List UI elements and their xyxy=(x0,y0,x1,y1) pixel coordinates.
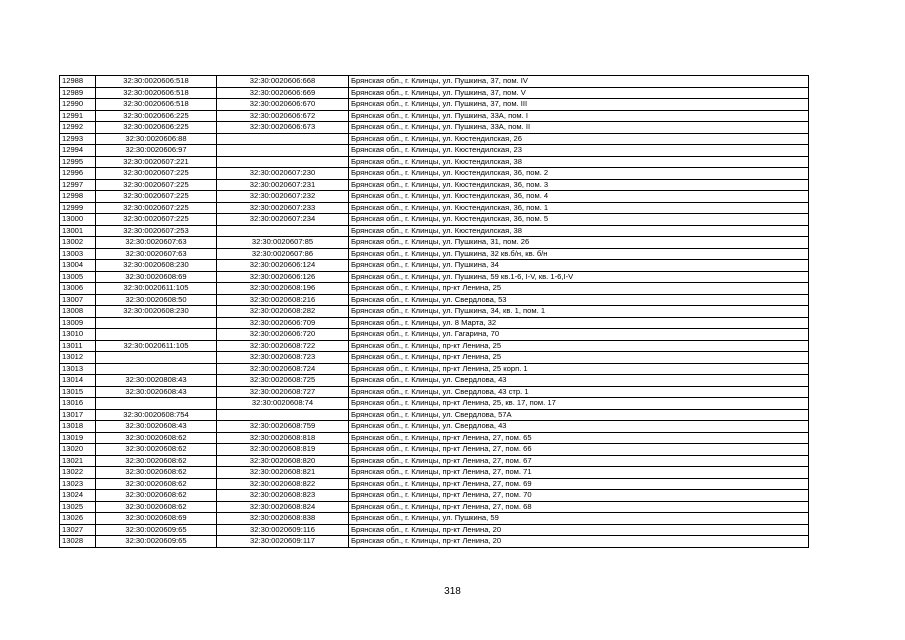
address-cell: Брянская обл., г. Клинцы, ул. Кюстендилская, 36, пом. 4 xyxy=(349,191,809,203)
table-row xyxy=(60,421,809,433)
row-number-cell: 13000 xyxy=(60,214,96,226)
cadastral-number-cell: 32:30:0020608:725 xyxy=(217,375,349,387)
table-row xyxy=(60,467,809,479)
table-row xyxy=(60,214,809,226)
parent-cadastral-number-cell: 32:30:0020608:230 xyxy=(96,260,217,272)
table-row xyxy=(60,271,809,283)
row-number-cell: 12995 xyxy=(60,156,96,168)
cadastral-number-cell xyxy=(217,409,349,421)
parent-cadastral-number-cell: 32:30:0020606:518 xyxy=(96,87,217,99)
table-row xyxy=(60,329,809,341)
table-row xyxy=(60,444,809,456)
cadastral-number-cell: 32:30:0020606:669 xyxy=(217,87,349,99)
table-row xyxy=(60,260,809,272)
row-number-cell: 13015 xyxy=(60,386,96,398)
parent-cadastral-number-cell: 32:30:0020606:518 xyxy=(96,99,217,111)
cadastral-number-cell xyxy=(217,145,349,157)
address-cell: Брянская обл., г. Клинцы, пр-кт Ленина, 25, кв. 17, пом. 17 xyxy=(349,398,809,410)
table-row xyxy=(60,145,809,157)
parent-cadastral-number-cell xyxy=(96,352,217,364)
address-cell: Брянская обл., г. Клинцы, ул. Кюстендилская, 36, пом. 2 xyxy=(349,168,809,180)
address-cell: Брянская обл., г. Клинцы, пр-кт Ленина, 27, пом. 66 xyxy=(349,444,809,456)
row-number-cell: 13005 xyxy=(60,271,96,283)
cadastral-number-cell: 32:30:0020606:672 xyxy=(217,110,349,122)
address-cell: Брянская обл., г. Клинцы, ул. Свердлова, 53 xyxy=(349,294,809,306)
parent-cadastral-number-cell xyxy=(96,398,217,410)
address-cell: Брянская обл., г. Клинцы, пр-кт Ленина, 27, пом. 67 xyxy=(349,455,809,467)
parent-cadastral-number-cell: 32:30:0020607:253 xyxy=(96,225,217,237)
row-number-cell: 13021 xyxy=(60,455,96,467)
row-number-cell: 13006 xyxy=(60,283,96,295)
cadastral-number-cell: 32:30:0020608:196 xyxy=(217,283,349,295)
row-number-cell: 12988 xyxy=(60,76,96,88)
row-number-cell: 13011 xyxy=(60,340,96,352)
parent-cadastral-number-cell: 32:30:0020608:62 xyxy=(96,478,217,490)
table-row xyxy=(60,306,809,318)
parent-cadastral-number-cell: 32:30:0020606:225 xyxy=(96,122,217,134)
table-row xyxy=(60,352,809,364)
cadastral-number-cell: 32:30:0020607:231 xyxy=(217,179,349,191)
address-cell: Брянская обл., г. Клинцы, ул. Кюстендилская, 23 xyxy=(349,145,809,157)
table-row xyxy=(60,375,809,387)
table-row xyxy=(60,237,809,249)
row-number-cell: 12994 xyxy=(60,145,96,157)
parent-cadastral-number-cell: 32:30:0020608:62 xyxy=(96,490,217,502)
cadastral-number-cell: 32:30:0020606:673 xyxy=(217,122,349,134)
address-cell: Брянская обл., г. Клинцы, ул. Пушкина, 59 кв.1-6, I-V, кв. 1-6,I-V xyxy=(349,271,809,283)
row-number-cell: 12991 xyxy=(60,110,96,122)
cadastral-number-cell: 32:30:0020608:74 xyxy=(217,398,349,410)
table-row xyxy=(60,478,809,490)
table-row xyxy=(60,386,809,398)
address-cell: Брянская обл., г. Клинцы, пр-кт Ленина, 25 корп. 1 xyxy=(349,363,809,375)
row-number-cell: 12992 xyxy=(60,122,96,134)
cadastral-number-cell: 32:30:0020609:116 xyxy=(217,524,349,536)
cadastral-number-cell: 32:30:0020608:727 xyxy=(217,386,349,398)
cadastral-number-cell: 32:30:0020608:722 xyxy=(217,340,349,352)
address-cell: Брянская обл., г. Клинцы, ул. Пушкина, 37, пом. IV xyxy=(349,76,809,88)
row-number-cell: 12997 xyxy=(60,179,96,191)
parent-cadastral-number-cell: 32:30:0020611:105 xyxy=(96,283,217,295)
row-number-cell: 12993 xyxy=(60,133,96,145)
table-row xyxy=(60,490,809,502)
row-number-cell: 13026 xyxy=(60,513,96,525)
parent-cadastral-number-cell: 32:30:0020609:65 xyxy=(96,524,217,536)
row-number-cell: 13024 xyxy=(60,490,96,502)
cadastral-number-cell: 32:30:0020608:822 xyxy=(217,478,349,490)
row-number-cell: 13028 xyxy=(60,536,96,548)
row-number-cell: 12989 xyxy=(60,87,96,99)
address-cell: Брянская обл., г. Клинцы, ул. Пушкина, 34, кв. 1, пом. 1 xyxy=(349,306,809,318)
table-row xyxy=(60,225,809,237)
table-body xyxy=(60,76,809,548)
parent-cadastral-number-cell: 32:30:0020608:62 xyxy=(96,432,217,444)
cadastral-number-cell: 32:30:0020608:818 xyxy=(217,432,349,444)
table-row xyxy=(60,156,809,168)
address-cell: Брянская обл., г. Клинцы, ул. Свердлова, 43 xyxy=(349,375,809,387)
cadastral-number-cell xyxy=(217,133,349,145)
table-row xyxy=(60,409,809,421)
address-cell: Брянская обл., г. Клинцы, ул. Кюстендилская, 38 xyxy=(349,225,809,237)
parent-cadastral-number-cell: 32:30:0020607:225 xyxy=(96,191,217,203)
address-cell: Брянская обл., г. Клинцы, ул. Пушкина, 34 xyxy=(349,260,809,272)
table-row xyxy=(60,87,809,99)
parent-cadastral-number-cell: 32:30:0020608:754 xyxy=(96,409,217,421)
row-number-cell: 13016 xyxy=(60,398,96,410)
parent-cadastral-number-cell: 32:30:0020608:62 xyxy=(96,467,217,479)
cadastral-number-cell: 32:30:0020607:85 xyxy=(217,237,349,249)
table-row xyxy=(60,455,809,467)
address-cell: Брянская обл., г. Клинцы, ул. Гагарина, 70 xyxy=(349,329,809,341)
parent-cadastral-number-cell: 32:30:0020607:225 xyxy=(96,202,217,214)
row-number-cell: 13023 xyxy=(60,478,96,490)
table-row xyxy=(60,294,809,306)
cadastral-number-cell: 32:30:0020606:126 xyxy=(217,271,349,283)
parent-cadastral-number-cell: 32:30:0020607:63 xyxy=(96,237,217,249)
row-number-cell: 12996 xyxy=(60,168,96,180)
row-number-cell: 13007 xyxy=(60,294,96,306)
parent-cadastral-number-cell: 32:30:0020607:225 xyxy=(96,214,217,226)
table-row xyxy=(60,317,809,329)
parent-cadastral-number-cell: 32:30:0020608:43 xyxy=(96,386,217,398)
table-row xyxy=(60,122,809,134)
table-row xyxy=(60,99,809,111)
address-cell: Брянская обл., г. Клинцы, пр-кт Ленина, 27, пом. 69 xyxy=(349,478,809,490)
cadastral-number-cell: 32:30:0020607:232 xyxy=(217,191,349,203)
row-number-cell: 13025 xyxy=(60,501,96,513)
table-row xyxy=(60,76,809,88)
parent-cadastral-number-cell: 32:30:0020607:221 xyxy=(96,156,217,168)
parent-cadastral-number-cell: 32:30:0020606:88 xyxy=(96,133,217,145)
row-number-cell: 12999 xyxy=(60,202,96,214)
parent-cadastral-number-cell: 32:30:0020607:63 xyxy=(96,248,217,260)
parent-cadastral-number-cell: 32:30:0020608:62 xyxy=(96,444,217,456)
address-cell: Брянская обл., г. Клинцы, ул. Кюстендилская, 38 xyxy=(349,156,809,168)
cadastral-number-cell: 32:30:0020608:282 xyxy=(217,306,349,318)
table-row xyxy=(60,432,809,444)
address-cell: Брянская обл., г. Клинцы, пр-кт Ленина, 27, пом. 70 xyxy=(349,490,809,502)
row-number-cell: 13014 xyxy=(60,375,96,387)
cadastral-table xyxy=(59,75,809,548)
table-row xyxy=(60,283,809,295)
cadastral-number-cell: 32:30:0020608:821 xyxy=(217,467,349,479)
row-number-cell: 13022 xyxy=(60,467,96,479)
parent-cadastral-number-cell: 32:30:0020608:62 xyxy=(96,501,217,513)
row-number-cell: 13018 xyxy=(60,421,96,433)
address-cell: Брянская обл., г. Клинцы, пр-кт Ленина, 25 xyxy=(349,283,809,295)
address-cell: Брянская обл., г. Клинцы, пр-кт Ленина, 27, пом. 68 xyxy=(349,501,809,513)
row-number-cell: 13001 xyxy=(60,225,96,237)
row-number-cell: 13002 xyxy=(60,237,96,249)
cadastral-number-cell: 32:30:0020608:824 xyxy=(217,501,349,513)
cadastral-number-cell: 32:30:0020606:124 xyxy=(217,260,349,272)
table-row xyxy=(60,168,809,180)
table-row xyxy=(60,501,809,513)
cadastral-number-cell: 32:30:0020608:823 xyxy=(217,490,349,502)
address-cell: Брянская обл., г. Клинцы, пр-кт Ленина, 20 xyxy=(349,524,809,536)
row-number-cell: 13010 xyxy=(60,329,96,341)
cadastral-number-cell: 32:30:0020606:720 xyxy=(217,329,349,341)
parent-cadastral-number-cell: 32:30:0020608:69 xyxy=(96,271,217,283)
cadastral-number-cell: 32:30:0020608:723 xyxy=(217,352,349,364)
address-cell: Брянская обл., г. Клинцы, ул. Пушкина, 31, пом. 26 xyxy=(349,237,809,249)
address-cell: Брянская обл., г. Клинцы, пр-кт Ленина, 25 xyxy=(349,340,809,352)
parent-cadastral-number-cell: 32:30:0020609:65 xyxy=(96,536,217,548)
row-number-cell: 13017 xyxy=(60,409,96,421)
address-cell: Брянская обл., г. Клинцы, ул. Пушкина, 59 xyxy=(349,513,809,525)
address-cell: Брянская обл., г. Клинцы, ул. Свердлова, 43 стр. 1 xyxy=(349,386,809,398)
address-cell: Брянская обл., г. Клинцы, ул. Пушкина, 33А, пом. II xyxy=(349,122,809,134)
address-cell: Брянская обл., г. Клинцы, ул. Пушкина, 37, пом. III xyxy=(349,99,809,111)
parent-cadastral-number-cell: 32:30:0020606:97 xyxy=(96,145,217,157)
cadastral-number-cell: 32:30:0020609:117 xyxy=(217,536,349,548)
table-row xyxy=(60,536,809,548)
cadastral-number-cell: 32:30:0020607:233 xyxy=(217,202,349,214)
parent-cadastral-number-cell: 32:30:0020606:225 xyxy=(96,110,217,122)
cadastral-number-cell: 32:30:0020606:668 xyxy=(217,76,349,88)
row-number-cell: 13020 xyxy=(60,444,96,456)
parent-cadastral-number-cell: 32:30:0020611:105 xyxy=(96,340,217,352)
page-number: 318 xyxy=(444,586,461,597)
parent-cadastral-number-cell xyxy=(96,317,217,329)
cadastral-number-cell xyxy=(217,156,349,168)
row-number-cell: 13013 xyxy=(60,363,96,375)
address-cell: Брянская обл., г. Клинцы, ул. Кюстендилская, 36, пом. 1 xyxy=(349,202,809,214)
parent-cadastral-number-cell xyxy=(96,363,217,375)
cadastral-number-cell: 32:30:0020608:724 xyxy=(217,363,349,375)
table-row xyxy=(60,340,809,352)
address-cell: Брянская обл., г. Клинцы, ул. Кюстендилская, 36, пом. 3 xyxy=(349,179,809,191)
table-row xyxy=(60,110,809,122)
row-number-cell: 13027 xyxy=(60,524,96,536)
row-number-cell: 12990 xyxy=(60,99,96,111)
parent-cadastral-number-cell: 32:30:0020608:62 xyxy=(96,455,217,467)
address-cell: Брянская обл., г. Клинцы, ул. 8 Марта, 32 xyxy=(349,317,809,329)
parent-cadastral-number-cell xyxy=(96,329,217,341)
parent-cadastral-number-cell: 32:30:0020608:43 xyxy=(96,421,217,433)
parent-cadastral-number-cell: 32:30:0020608:230 xyxy=(96,306,217,318)
table-row xyxy=(60,524,809,536)
row-number-cell: 12998 xyxy=(60,191,96,203)
parent-cadastral-number-cell: 32:30:0020808:43 xyxy=(96,375,217,387)
address-cell: Брянская обл., г. Клинцы, ул. Кюстендилская, 26 xyxy=(349,133,809,145)
table-row xyxy=(60,248,809,260)
row-number-cell: 13009 xyxy=(60,317,96,329)
address-cell: Брянская обл., г. Клинцы, пр-кт Ленина, 25 xyxy=(349,352,809,364)
address-cell: Брянская обл., г. Клинцы, пр-кт Ленина, 27, пом. 71 xyxy=(349,467,809,479)
table-row xyxy=(60,202,809,214)
cadastral-number-cell: 32:30:0020608:216 xyxy=(217,294,349,306)
table-row xyxy=(60,179,809,191)
address-cell: Брянская обл., г. Клинцы, пр-кт Ленина, 20 xyxy=(349,536,809,548)
address-cell: Брянская обл., г. Клинцы, ул. Пушкина, 37, пом. V xyxy=(349,87,809,99)
cadastral-number-cell: 32:30:0020608:820 xyxy=(217,455,349,467)
row-number-cell: 13019 xyxy=(60,432,96,444)
address-cell: Брянская обл., г. Клинцы, ул. Пушкина, 32 кв.б/н, кв. б/н xyxy=(349,248,809,260)
table-row xyxy=(60,191,809,203)
cadastral-number-cell: 32:30:0020607:86 xyxy=(217,248,349,260)
address-cell: Брянская обл., г. Клинцы, ул. Свердлова, 57А xyxy=(349,409,809,421)
address-cell: Брянская обл., г. Клинцы, ул. Кюстендилская, 36, пом. 5 xyxy=(349,214,809,226)
parent-cadastral-number-cell: 32:30:0020607:225 xyxy=(96,168,217,180)
cadastral-number-cell xyxy=(217,225,349,237)
cadastral-number-cell: 32:30:0020607:230 xyxy=(217,168,349,180)
address-cell: Брянская обл., г. Клинцы, пр-кт Ленина, 27, пом. 65 xyxy=(349,432,809,444)
cadastral-number-cell: 32:30:0020608:838 xyxy=(217,513,349,525)
row-number-cell: 13004 xyxy=(60,260,96,272)
cadastral-number-cell: 32:30:0020606:670 xyxy=(217,99,349,111)
row-number-cell: 13012 xyxy=(60,352,96,364)
parent-cadastral-number-cell: 32:30:0020606:518 xyxy=(96,76,217,88)
parent-cadastral-number-cell: 32:30:0020608:69 xyxy=(96,513,217,525)
cadastral-number-cell: 32:30:0020606:709 xyxy=(217,317,349,329)
cadastral-number-cell: 32:30:0020607:234 xyxy=(217,214,349,226)
cadastral-number-cell: 32:30:0020608:819 xyxy=(217,444,349,456)
row-number-cell: 13003 xyxy=(60,248,96,260)
table-row xyxy=(60,363,809,375)
parent-cadastral-number-cell: 32:30:0020608:50 xyxy=(96,294,217,306)
row-number-cell: 13008 xyxy=(60,306,96,318)
address-cell: Брянская обл., г. Клинцы, ул. Свердлова, 43 xyxy=(349,421,809,433)
table-row xyxy=(60,133,809,145)
table-row xyxy=(60,513,809,525)
parent-cadastral-number-cell: 32:30:0020607:225 xyxy=(96,179,217,191)
table-row xyxy=(60,398,809,410)
cadastral-number-cell: 32:30:0020608:759 xyxy=(217,421,349,433)
address-cell: Брянская обл., г. Клинцы, ул. Пушкина, 33А, пом. I xyxy=(349,110,809,122)
